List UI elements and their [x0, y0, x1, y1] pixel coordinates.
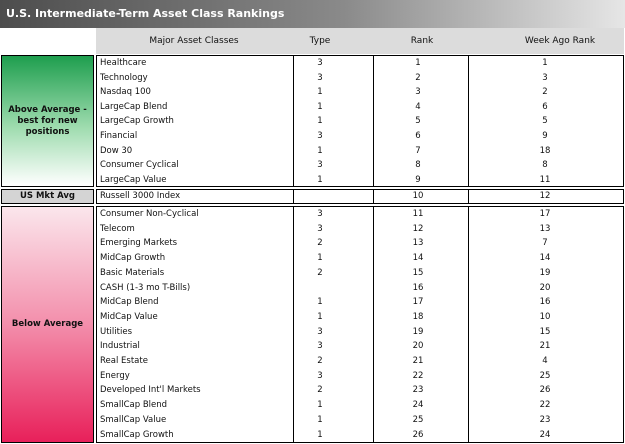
asset-week-ago-rank: 18 [539, 145, 551, 156]
header-week-ago: Week Ago Rank [496, 28, 624, 54]
asset-rank: 3 [415, 87, 421, 98]
asset-name: Consumer Cyclical [100, 160, 179, 171]
table-row [97, 398, 623, 413]
asset-name: Utilities [100, 326, 132, 337]
asset-type: 3 [317, 131, 323, 141]
asset-name: Real Estate [100, 356, 148, 366]
asset-name: LargeCap Blend [100, 101, 168, 112]
asset-week-ago-rank: 7 [542, 238, 548, 249]
category-above-average: Above Average - best for new positions [1, 55, 94, 187]
asset-rank: 5 [415, 116, 421, 127]
asset-week-ago-rank: 20 [539, 282, 551, 293]
table-row [97, 144, 623, 159]
asset-week-ago-rank: 2 [542, 87, 548, 98]
asset-week-ago-rank: 11 [539, 174, 551, 185]
asset-name: Russell 3000 Index [100, 191, 181, 201]
table-row [97, 190, 623, 203]
asset-rank: 25 [412, 414, 424, 425]
asset-week-ago-rank: 24 [539, 429, 551, 440]
asset-week-ago-rank: 10 [539, 311, 551, 322]
asset-name: Dow 30 [100, 145, 133, 156]
asset-week-ago-rank: 26 [539, 385, 551, 396]
asset-rank: 18 [412, 311, 424, 322]
table-row [97, 354, 623, 369]
asset-type: 1 [317, 311, 323, 322]
asset-rank: 19 [412, 326, 424, 337]
asset-type: 1 [317, 429, 323, 440]
asset-rank: 17 [412, 297, 424, 308]
asset-type: 1 [317, 174, 323, 185]
asset-week-ago-rank: 15 [539, 326, 551, 337]
us-mkt-avg-table [96, 189, 624, 204]
asset-week-ago-rank: 9 [542, 131, 548, 141]
asset-name: Telecom [100, 223, 135, 234]
asset-name: Emerging Markets [100, 238, 178, 249]
asset-type: 3 [317, 160, 323, 171]
asset-name: CASH (1-3 mo T-Bills) [100, 282, 191, 293]
category-below-average: Below Average [1, 206, 94, 443]
asset-rank: 23 [412, 385, 424, 396]
asset-name: LargeCap Growth [100, 116, 174, 127]
table-row [97, 339, 623, 354]
asset-rank: 24 [412, 400, 424, 411]
asset-name: SmallCap Blend [100, 400, 168, 411]
asset-week-ago-rank: 22 [539, 400, 551, 411]
header-rank: Rank [348, 28, 496, 54]
asset-type: 3 [317, 209, 323, 219]
table-row [97, 383, 623, 398]
asset-rank: 16 [412, 282, 424, 293]
table-row [97, 100, 623, 115]
asset-week-ago-rank: 5 [542, 116, 548, 127]
page-title: U.S. Intermediate-Term Asset Class Rankings [0, 0, 625, 28]
asset-week-ago-rank: 13 [539, 223, 551, 234]
asset-rank: 21 [412, 356, 424, 366]
asset-name: SmallCap Growth [100, 429, 174, 440]
asset-type: 3 [317, 58, 323, 68]
asset-name: MidCap Blend [100, 297, 159, 308]
asset-rank: 1 [415, 58, 421, 68]
asset-name: Industrial [100, 341, 140, 352]
header-type: Type [292, 28, 348, 54]
asset-type: 2 [317, 356, 323, 366]
table-row [97, 266, 623, 281]
asset-name: Energy [100, 370, 130, 381]
asset-type: 1 [317, 116, 323, 127]
asset-type: 2 [317, 267, 323, 278]
table-row [97, 428, 623, 443]
asset-week-ago-rank: 4 [542, 356, 548, 366]
table-row [97, 369, 623, 384]
asset-week-ago-rank: 14 [539, 253, 551, 264]
below-average-table [96, 206, 624, 443]
table-row [97, 325, 623, 340]
asset-rank: 26 [412, 429, 424, 440]
asset-rank: 20 [412, 341, 424, 352]
table-row [97, 413, 623, 428]
asset-type: 1 [317, 297, 323, 308]
table-row [97, 281, 623, 296]
asset-name: Basic Materials [100, 267, 165, 278]
asset-week-ago-rank: 23 [539, 414, 551, 425]
asset-week-ago-rank: 17 [539, 209, 551, 219]
asset-rank: 13 [412, 238, 424, 249]
asset-type: 1 [317, 87, 323, 98]
table-row [97, 236, 623, 251]
header-asset: Major Asset Classes [96, 28, 292, 54]
asset-week-ago-rank: 16 [539, 297, 551, 308]
asset-rank: 8 [415, 160, 421, 171]
asset-type: 3 [317, 326, 323, 337]
table-row [97, 56, 623, 71]
asset-name: Technology [100, 72, 148, 83]
table-row [97, 71, 623, 86]
asset-type: 1 [317, 414, 323, 425]
asset-name: SmallCap Value [100, 414, 167, 425]
asset-name: Nasdaq 100 [100, 87, 151, 98]
table-row [97, 85, 623, 100]
asset-rank: 9 [415, 174, 421, 185]
asset-type: 1 [317, 400, 323, 411]
asset-week-ago-rank: 6 [542, 101, 548, 112]
table-row [97, 295, 623, 310]
asset-type: 1 [317, 145, 323, 156]
above-average-table [96, 55, 624, 187]
asset-week-ago-rank: 12 [539, 191, 551, 201]
asset-rank: 11 [412, 209, 424, 219]
table-row [97, 222, 623, 237]
asset-name: Developed Int'l Markets [100, 385, 201, 396]
asset-name: Healthcare [100, 58, 147, 68]
asset-name: Financial [100, 131, 138, 141]
asset-rank: 2 [415, 72, 421, 83]
asset-type: 3 [317, 341, 323, 352]
asset-week-ago-rank: 21 [539, 341, 551, 352]
asset-rank: 22 [412, 370, 424, 381]
table-row [97, 114, 623, 129]
asset-type: 2 [317, 385, 323, 396]
asset-rank: 15 [412, 267, 424, 278]
asset-type: 3 [317, 72, 323, 83]
table-row [97, 129, 623, 144]
asset-name: MidCap Value [100, 311, 158, 322]
asset-name: MidCap Growth [100, 253, 166, 264]
asset-week-ago-rank: 25 [539, 370, 551, 381]
asset-rank: 14 [412, 253, 424, 264]
table-row [97, 173, 623, 188]
asset-type: 1 [317, 101, 323, 112]
category-us-mkt-avg: US Mkt Avg [1, 189, 94, 204]
asset-type: 1 [317, 253, 323, 264]
asset-week-ago-rank: 19 [539, 267, 551, 278]
asset-type: 3 [317, 223, 323, 234]
table-row [97, 158, 623, 173]
asset-rank: 7 [415, 145, 421, 156]
asset-type: 3 [317, 370, 323, 381]
asset-type: 2 [317, 238, 323, 249]
table-row [97, 251, 623, 266]
asset-rank: 6 [415, 131, 421, 141]
asset-week-ago-rank: 1 [542, 58, 548, 68]
table-row [97, 207, 623, 222]
asset-week-ago-rank: 3 [542, 72, 548, 83]
asset-rank: 12 [412, 223, 424, 234]
asset-week-ago-rank: 8 [542, 160, 548, 171]
asset-name: LargeCap Value [100, 174, 167, 185]
asset-name: Consumer Non-Cyclical [100, 209, 199, 219]
asset-rank: 4 [415, 101, 421, 112]
table-row [97, 310, 623, 325]
asset-rank: 10 [412, 191, 424, 201]
